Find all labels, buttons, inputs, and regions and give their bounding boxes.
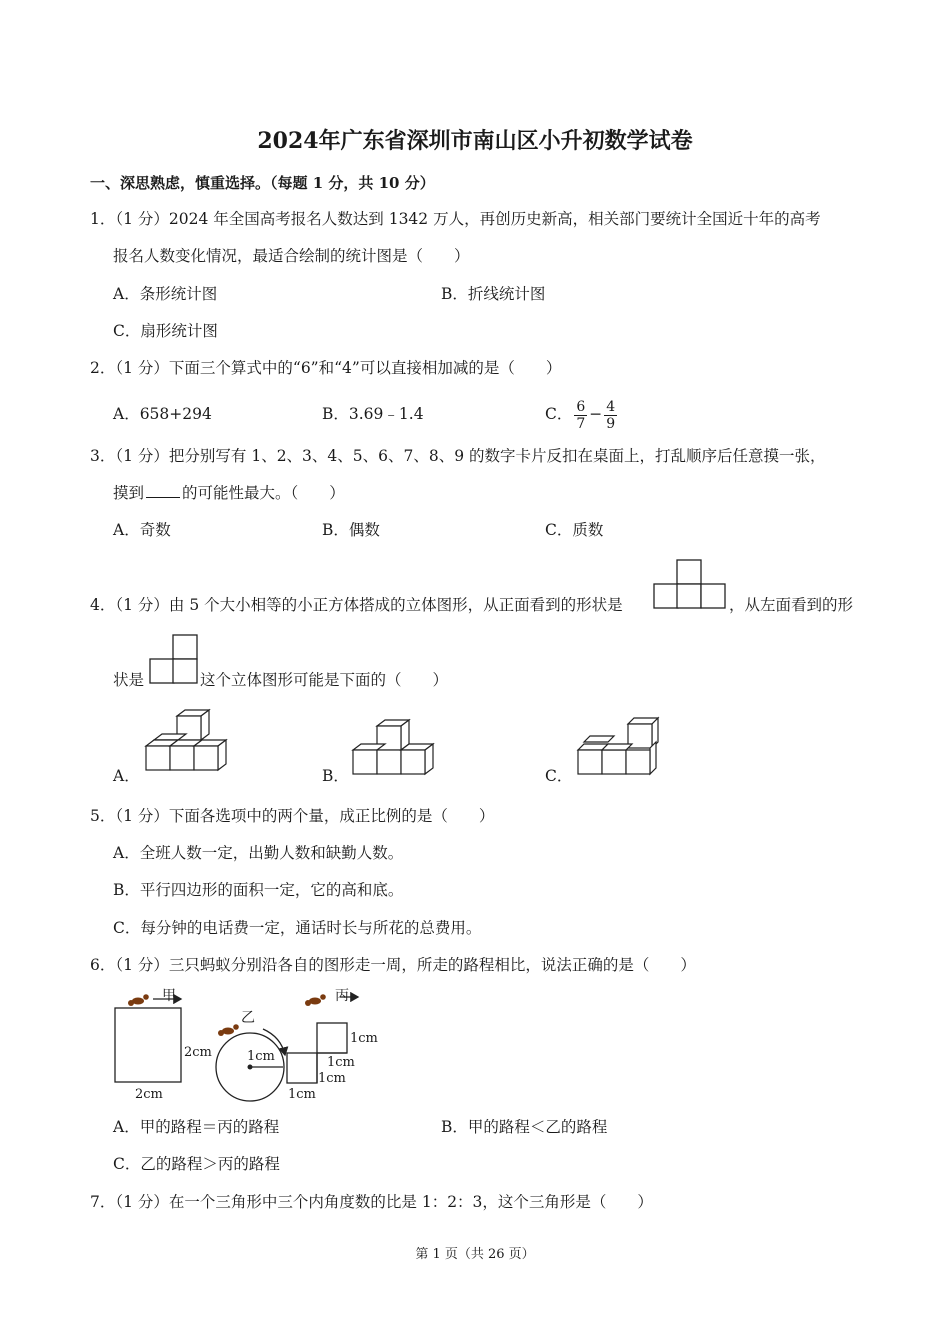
- fraction-numerator: 4: [606, 398, 616, 415]
- cube-figure-c: [570, 712, 670, 782]
- q2-option-b: B．3.69﹣1.4: [322, 405, 424, 423]
- label-bing-3: 1cm: [318, 1071, 346, 1086]
- ant-icon: [218, 1024, 239, 1036]
- q4-line2-end: 这个立体图形可能是下面的（ ）: [200, 671, 449, 689]
- q1-line2: 报名人数变化情况，最适合绘制的统计图是（ ）: [113, 247, 470, 265]
- q5-option-a: A．全班人数一定，出勤人数和缺勤人数。: [113, 844, 404, 862]
- q1-line1: 1．（1 分）2024 年全国高考报名人数达到 1342 万人，再创历史新高，相关部门要统计全国近十年的高考: [90, 210, 821, 228]
- label-bing-1: 1cm: [350, 1031, 378, 1046]
- q6-option-a: A．甲的路程＝丙的路程: [113, 1118, 280, 1136]
- label-jia: 甲: [162, 988, 176, 1004]
- q4-line1-start: 4．（1 分）由 5 个大小相等的小正方体搭成的立体图形，从正面看到的形状是: [90, 596, 623, 614]
- q4-option-a: A．: [113, 767, 140, 785]
- ant-icon: [128, 994, 149, 1006]
- label-radius: 1cm: [247, 1049, 275, 1064]
- q7-text: 7．（1 分）在一个三角形中三个内角度数的比是 1：2：3，这个三角形是（ ）: [90, 1193, 653, 1211]
- fraction-4-9: [604, 399, 617, 432]
- fraction-denominator: 7: [576, 415, 586, 432]
- q3-line1: 3．（1 分）把分别写有 1、2、3、4、5、6、7、8、9 的数字卡片反扣在桌面上，打乱顺序后任意摸一张，: [90, 447, 826, 465]
- q4-line2-start: 状是: [113, 671, 145, 689]
- q5-text: 5．（1 分）下面各选项中的两个量，成正比例的是（ ）: [90, 807, 495, 825]
- q4-option-c: C．: [545, 767, 573, 785]
- label-bing-2: 1cm: [327, 1055, 355, 1070]
- q4-option-b: B．: [322, 767, 349, 785]
- q6-text: 6．（1 分）三只蚂蚁分别沿各自的图形走一周，所走的路程相比，说法正确的是（ ）: [90, 956, 696, 974]
- q5-option-c: C．每分钟的电话费一定，通话时长与所花的总费用。: [113, 919, 482, 937]
- label-yi: 乙: [241, 1010, 255, 1026]
- q4-line1-end: ，从左面看到的形: [729, 596, 854, 614]
- label-square-side: 2cm: [184, 1045, 212, 1060]
- fraction-6-7: [574, 399, 587, 432]
- q3-option-a: A．奇数: [113, 521, 171, 539]
- fraction-numerator: 6: [576, 398, 586, 415]
- answer-blank: [146, 483, 180, 498]
- ant-icon: [305, 994, 326, 1006]
- q3-option-c: C．质数: [545, 521, 604, 539]
- left-view-figure: [149, 634, 199, 684]
- q3-option-b: B．偶数: [322, 521, 380, 539]
- q3-line2-start: 摸到: [113, 484, 145, 502]
- q3-line2: [113, 483, 345, 503]
- cube-figure-a: [140, 708, 240, 778]
- q5-option-b: B．平行四边形的面积一定，它的高和底。: [113, 881, 404, 899]
- q1-option-b: B．折线统计图: [441, 285, 546, 303]
- q3-line2-end: 的可能性最大。（ ）: [182, 484, 345, 502]
- minus-sign: −: [589, 405, 603, 423]
- q2-option-c-label: C．: [545, 405, 573, 423]
- q1-option-a: A．条形统计图: [113, 285, 218, 303]
- q2-option-c: [545, 392, 619, 436]
- label-bing: 丙: [335, 988, 349, 1004]
- label-square-bottom: 2cm: [135, 1087, 163, 1102]
- page-footer: 第 1 页（共 26 页）: [415, 1247, 535, 1262]
- q6-option-c: C．乙的路程＞丙的路程: [113, 1155, 280, 1173]
- cube-figure-b: [347, 712, 447, 782]
- page-title: 2024年广东省深圳市南山区小升初数学试卷: [257, 128, 693, 154]
- q1-option-c: C．扇形统计图: [113, 322, 218, 340]
- q6-option-b: B．甲的路程＜乙的路程: [441, 1118, 608, 1136]
- q2-text: 2．（1 分）下面三个算式中的“6”和“4”可以直接相加减的是（ ）: [90, 359, 562, 377]
- fraction-denominator: 9: [606, 415, 616, 432]
- q2-option-a: A．658+294: [113, 405, 212, 423]
- section-heading: 一、深思熟虑，慎重选择。（每题 1 分，共 10 分）: [90, 174, 435, 192]
- label-bing-4: 1cm: [288, 1087, 316, 1102]
- ant-paths-figure: [105, 985, 395, 1105]
- front-view-figure: [653, 559, 727, 609]
